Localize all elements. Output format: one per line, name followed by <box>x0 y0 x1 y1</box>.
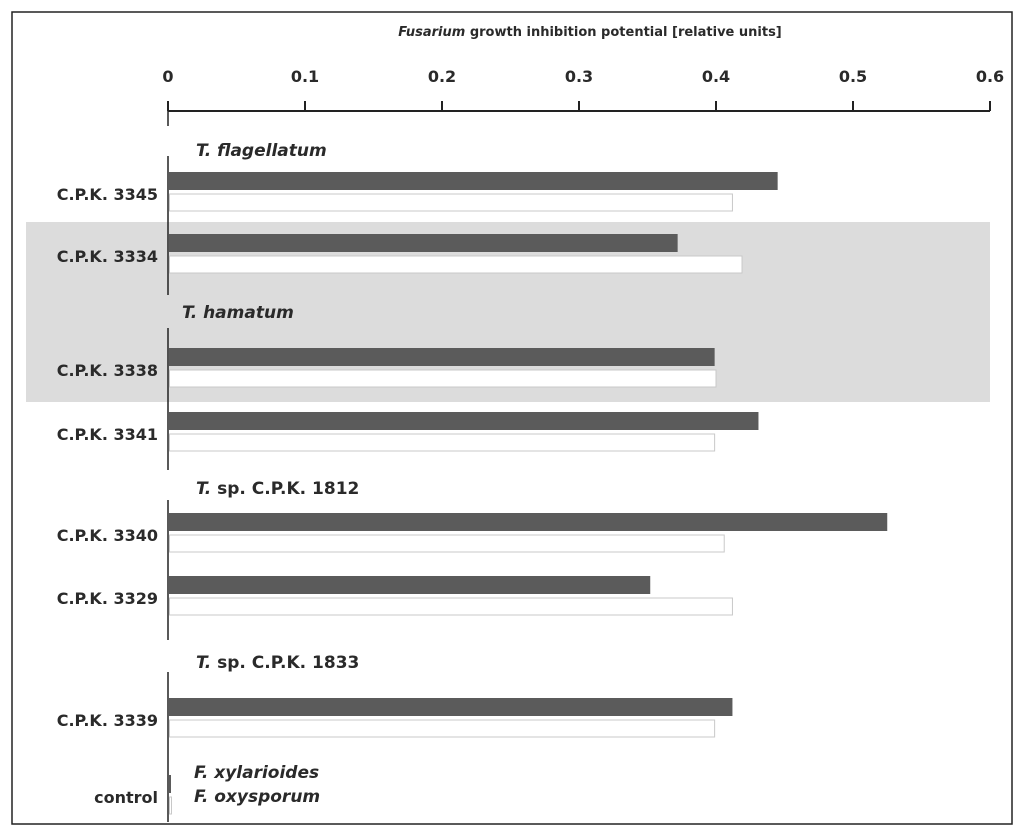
bar-series-2 <box>170 598 733 615</box>
bar-series-2 <box>170 370 717 387</box>
bar-series-2 <box>170 797 172 814</box>
row-label: C.P.K. 3341 <box>56 425 158 444</box>
bar-series-1 <box>169 412 758 430</box>
bar-series-2 <box>170 194 733 211</box>
x-tick-label: 0.5 <box>838 67 868 86</box>
chart-title: Fusarium growth inhibition potential [relative units] <box>398 25 782 40</box>
bar-series-1 <box>169 513 887 531</box>
x-tick-label: 0.1 <box>290 67 320 86</box>
bar-series-2 <box>170 434 715 451</box>
bar-series-1 <box>169 172 778 190</box>
bar-series-2 <box>170 720 715 737</box>
group-label <box>196 479 359 499</box>
row-label: C.P.K. 3340 <box>56 526 158 545</box>
row-label: C.P.K. 3329 <box>56 589 158 608</box>
row-label: C.P.K. 3338 <box>56 361 158 380</box>
control-label: F. xylarioides <box>194 763 320 783</box>
bar-series-1 <box>169 775 171 793</box>
bar-series-1 <box>169 234 678 252</box>
x-tick-label: 0.2 <box>427 67 457 86</box>
group-label-strain: sp. C.P.K. 1812 <box>211 479 360 499</box>
x-tick-label: 0.4 <box>701 67 731 86</box>
row-label: C.P.K. 3334 <box>56 247 158 266</box>
x-tick-label: 0 <box>162 67 174 86</box>
x-tick-label: 0.6 <box>975 67 1005 86</box>
row-label: C.P.K. 3345 <box>56 185 158 204</box>
group-label-species: T. <box>196 479 212 499</box>
row-label: control <box>94 788 158 807</box>
bar-series-1 <box>169 348 715 366</box>
control-label: F. oxysporum <box>194 787 321 807</box>
x-tick-label: 0.3 <box>564 67 594 86</box>
group-label-species: T. hamatum <box>182 303 294 323</box>
bar-series-1 <box>169 698 732 716</box>
bar-series-2 <box>170 256 743 273</box>
bar-series-1 <box>169 576 650 594</box>
group-label-strain: sp. C.P.K. 1833 <box>211 653 360 673</box>
row-label: C.P.K. 3339 <box>56 711 158 730</box>
group-label <box>182 303 294 323</box>
group-label-species: T. <box>196 653 212 673</box>
group-label-species: T. flagellatum <box>196 141 327 161</box>
bar-series-2 <box>170 535 725 552</box>
group-label <box>196 653 359 673</box>
group-label <box>196 141 327 161</box>
